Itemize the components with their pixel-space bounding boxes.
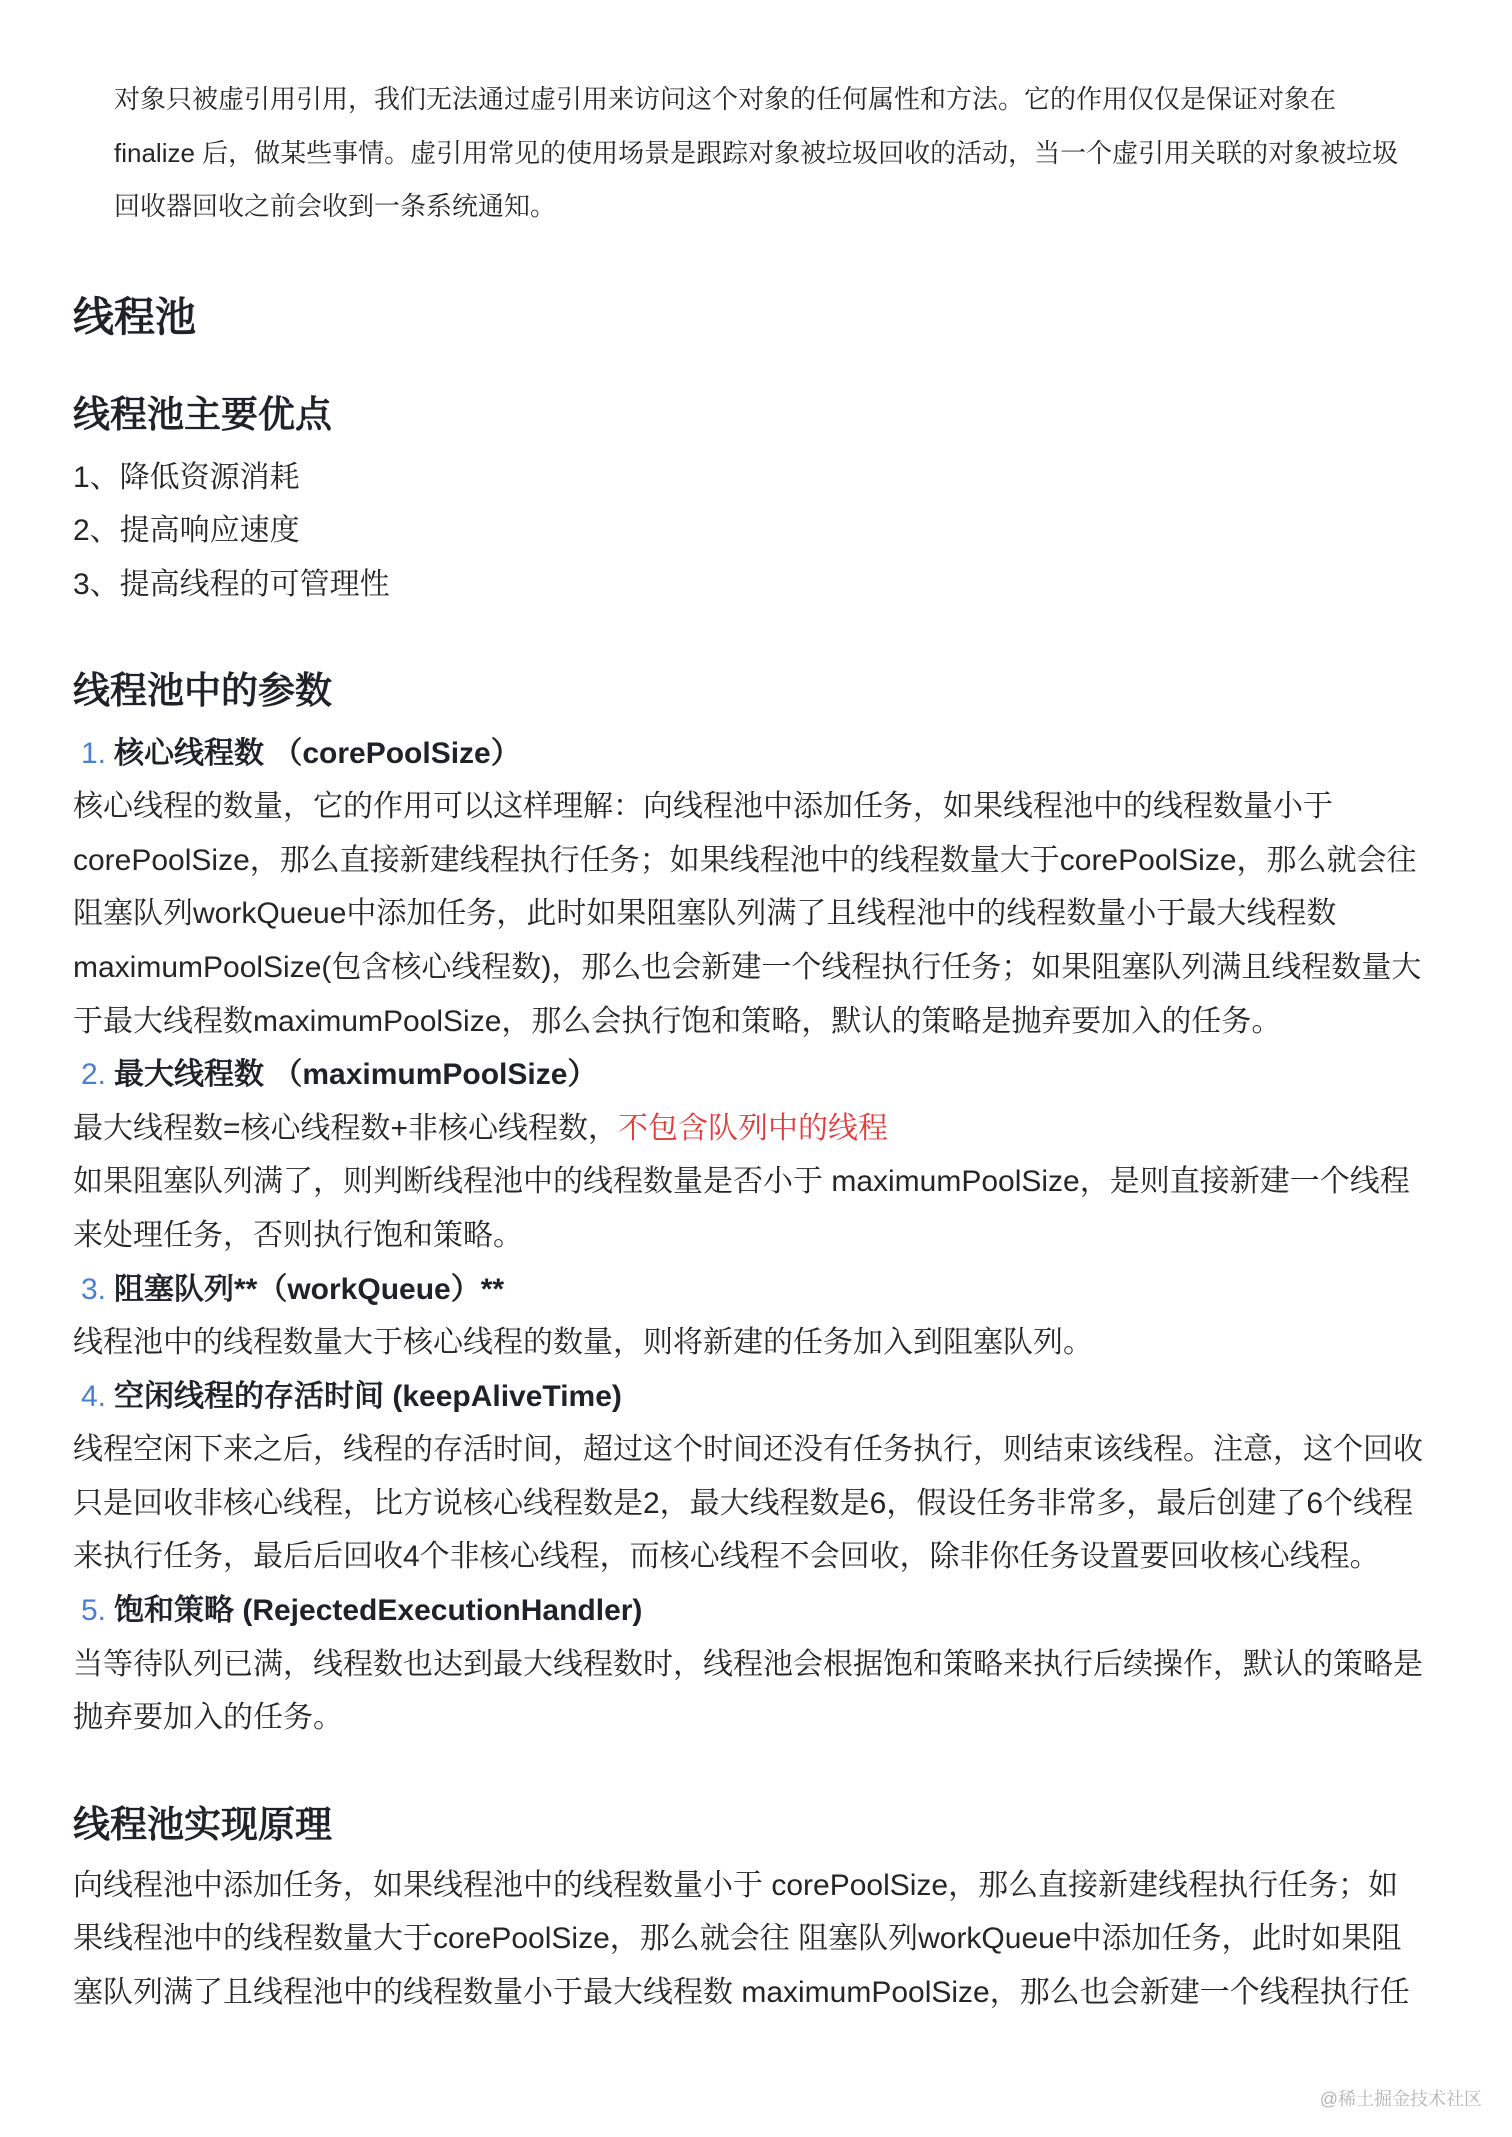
intro-paragraph <box>114 73 1474 234</box>
list-number: 1. <box>80 736 106 770</box>
list-item: 1、降低资源消耗 <box>73 460 300 494</box>
paragraph-line: 如果阻塞队列满了，则判断线程池中的线程数量是否小于 maximumPoolSize，是则直接新建一个线程 <box>73 1165 1410 1199</box>
list-item: 2、提高响应速度 <box>73 514 300 548</box>
parameter-heading <box>73 727 1450 781</box>
principle-paragraph <box>73 1859 1450 2020</box>
parameter-heading <box>73 1048 1450 1102</box>
parameter-heading <box>73 1263 1450 1317</box>
paragraph-line: 来处理任务，否则执行饱和策略。 <box>73 1218 523 1252</box>
paragraph-line: 当等待队列已满，线程数也达到最大线程数时，线程池会根据饱和策略来执行后续操作，默认的策略是 <box>73 1647 1423 1681</box>
paragraph-line: 来执行任务，最后后回收4个非核心线程，而核心线程不会回收，除非你任务设置要回收核心线程。 <box>73 1540 1380 1574</box>
parameter-title: 核心线程数 （corePoolSize） <box>114 736 521 770</box>
parameter-title: 最大线程数 （maximumPoolSize） <box>114 1058 598 1092</box>
list-number: 2. <box>80 1058 106 1092</box>
paragraph-line: 果线程池中的线程数量大于corePoolSize，那么就会往 阻塞队列workQueue中添加任务，此时如果阻 <box>73 1922 1402 1956</box>
parameters-list <box>73 727 1450 1745</box>
paragraph-line: 抛弃要加入的任务。 <box>73 1701 343 1735</box>
paragraph-line: 线程空闲下来之后，线程的存活时间，超过这个时间还没有任务执行，则结束该线程。注意，这个回收 <box>73 1433 1423 1467</box>
paragraph-line: 线程池中的线程数量大于核心线程的数量，则将新建的任务加入到阻塞队列。 <box>73 1326 1093 1360</box>
watermark: @稀土掘金技术社区 <box>1319 2089 1482 2109</box>
advantages-list <box>73 451 1450 612</box>
paragraph-line: corePoolSize，那么直接新建线程执行任务；如果线程池中的线程数量大于corePoolSize，那么就会往 <box>73 843 1417 877</box>
paragraph-line: 阻塞队列workQueue中添加任务，此时如果阻塞队列满了且线程池中的线程数量小于最大线程数 <box>73 897 1337 931</box>
paragraph-line: 塞队列满了且线程池中的线程数量小于最大线程数 maximumPoolSize，那么也会新建一个线程执行任 <box>73 1976 1410 2010</box>
paragraph-line: 回收器回收之前会收到一条系统通知。 <box>114 191 557 222</box>
paragraph-line: 于最大线程数maximumPoolSize，那么会执行饱和策略，默认的策略是抛弃要加入的任务。 <box>73 1004 1282 1038</box>
subsection-title: 线程池中的参数 <box>73 669 332 711</box>
paragraph-line: maximumPoolSize(包含核心线程数)，那么也会新建一个线程执行任务；如果阻塞队列满且线程数量大 <box>73 950 1422 984</box>
paragraph-text: 最大线程数=核心线程数+非核心线程数， <box>73 1111 619 1145</box>
list-number: 5. <box>80 1594 106 1628</box>
list-number: 3. <box>80 1272 106 1306</box>
subsection-title: 线程池实现原理 <box>73 1803 332 1845</box>
paragraph-line: finalize 后，做某些事情。虚引用常见的使用场景是跟踪对象被垃圾回收的活动，当一个虚引用关联的对象被垃圾 <box>114 137 1399 168</box>
parameter-title: 空闲线程的存活时间 (keepAliveTime) <box>114 1379 622 1413</box>
paragraph-line: 核心线程的数量，它的作用可以这样理解：向线程池中添加任务，如果线程池中的线程数量小于 <box>73 790 1333 824</box>
list-number: 4. <box>80 1379 106 1413</box>
parameter-title: 饱和策略 (RejectedExecutionHandler) <box>114 1594 643 1628</box>
paragraph-line: 只是回收非核心线程，比方说核心线程数是2，最大线程数是6，假设任务非常多，最后创建了6个线程 <box>73 1486 1414 1520</box>
parameter-heading <box>73 1584 1450 1638</box>
paragraph-line: 对象只被虚引用引用，我们无法通过虚引用来访问这个对象的任何属性和方法。它的作用仅仅是保证对象在 <box>114 84 1337 114</box>
parameter-heading <box>73 1370 1450 1424</box>
highlighted-text: 不包含队列中的线程 <box>618 1111 889 1145</box>
parameter-title: 阻塞队列**（workQueue）** <box>114 1272 505 1306</box>
list-item: 3、提高线程的可管理性 <box>73 567 390 601</box>
subsection-title: 线程池主要优点 <box>73 393 332 435</box>
paragraph-line: 向线程池中添加任务，如果线程池中的线程数量小于 corePoolSize，那么直接新建线程执行任务；如 <box>73 1868 1399 1902</box>
section-title: 线程池 <box>73 293 196 340</box>
paragraph-line <box>73 1102 1450 1156</box>
